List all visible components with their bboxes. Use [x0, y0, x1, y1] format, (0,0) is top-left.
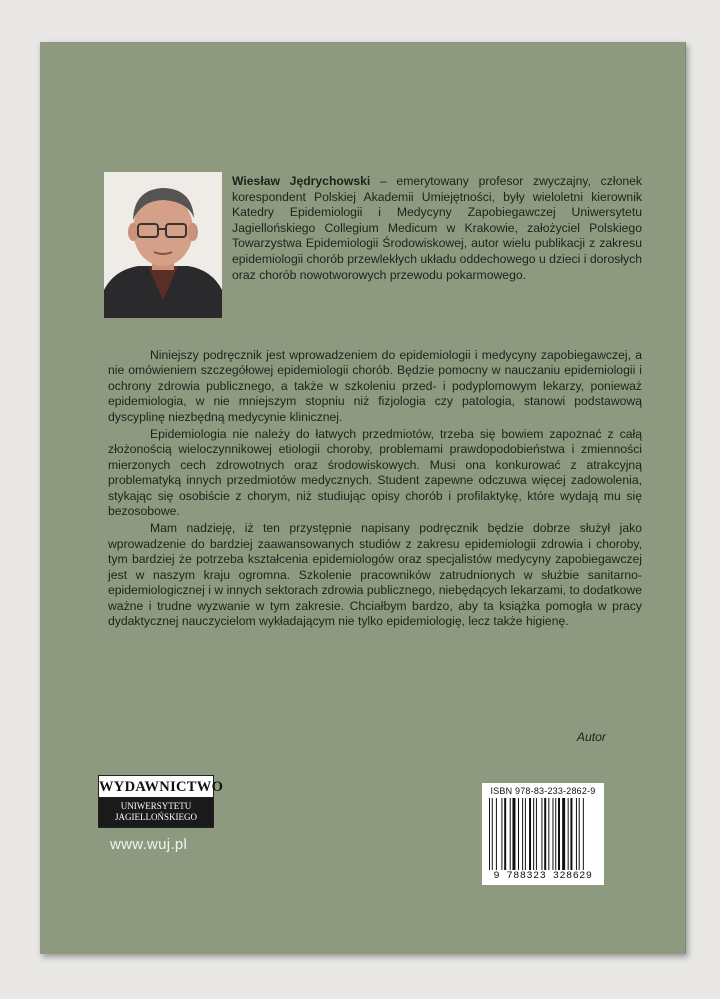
author-bio [232, 174, 642, 283]
publisher-logo-line-2: UNIWERSYTETU [120, 801, 192, 811]
barcode-bar [555, 798, 556, 870]
publisher-logo [98, 775, 224, 828]
isbn-label: ISBN 978-83-233-2862-9 [490, 786, 596, 796]
author-name: Wiesław Jędrychowski [232, 174, 371, 188]
barcode-bar [541, 798, 542, 870]
barcode-bar [544, 798, 546, 870]
barcode-bar [492, 798, 493, 870]
publisher-website: www.wuj.pl [110, 836, 188, 853]
publisher-logo-subtitle [98, 798, 214, 828]
barcode-bar [576, 798, 577, 870]
blurb-text [108, 348, 642, 631]
barcode-bar [501, 798, 502, 870]
author-bio-text: – emerytowany profesor zwyczajny, członek korespondent Polskiej Akademii Umiejętności, były wieloletni kierownik Katedry Epidemiologii i Medycyny Zapobiegawczej Uniwersytetu Jagiellońskiego Collegium Medicum w Krakowie, założyciel Polskiego Towarzystwa Epidemiologii Środowiskowej, autor wielu publikacji z zakresu epidemiologii chorób przewlekłych układu oddechowego u dzieci i dorosłych oraz chorób nowotworowych przewodu pokarmowego. [232, 174, 642, 282]
book-back-cover [40, 42, 686, 954]
barcode-bar [583, 798, 584, 870]
barcode-bars [488, 798, 598, 870]
blurb-paragraph-3: Mam nadzieję, iż ten przystępnie napisany podręcznik będzie dobrze służył jako wprowadzenie do bardziej zaawansowanych studiów z zakresu epidemiologii zdrowia i choroby, tym bardziej że potrzeba kształcenia epidemiologów oraz specjalistów medycyny zapobiegawczej jest w naszym kraju ogromna. Szkolenie pracowników zatrudnionych w służbie sanitarno-epidemiologicznej i w innych sektorach zdrowia publicznego, niebędących lekarzami, to dodatkowe ważne i trudne wyzwanie w tym zakresie. Chciałbym bardzo, aby ta książka pomogła w pracy dydaktycznej nauczycielom wykładającym nie tylko epidemiologię, lecz także higienę. [108, 521, 642, 628]
barcode-bar [562, 798, 565, 870]
barcode-bar [518, 798, 519, 870]
barcode-bar [489, 798, 490, 870]
signature: Autor [576, 730, 606, 744]
barcode-bar [496, 798, 497, 870]
barcode-bar [512, 798, 515, 870]
barcode-bar [504, 798, 506, 870]
publisher-logo-line-3: JAGIELLOŃSKIEGO [115, 812, 197, 822]
blurb-paragraph-2: Epidemiologia nie należy do łatwych przedmiotów, trzeba się bowiem zapoznać z całą złożonością wieloczynnikowej etiologii choroby, problemami prawdopodobieństwa i zmienności mierzonych cech zdrowotnych oraz środowiskowych. Musi ona konkurować z atrakcyjną problematyką innych przedmiotów medycznych. Student zapewne odczuwa więcej zadowolenia, stykając się osobiście z chorym, niż studiując opisy chorób i profilaktykę, które wydają mu się bezosobowe. [108, 427, 642, 519]
publisher-logo-title: WYDAWNICTWO [98, 775, 214, 798]
barcode-bar [510, 798, 511, 870]
barcode-bar [579, 798, 580, 870]
barcode-digits: 9 788323 328629 [493, 871, 593, 882]
barcode-bar [525, 798, 526, 870]
barcode-bar [533, 798, 534, 870]
barcode-bar [552, 798, 553, 870]
blurb-paragraph-1: Niniejszy podręcznik jest wprowadzeniem do epidemiologii i medycyny zapobiegawczej, a nie omówieniem szczegółowej epidemiologii chorób. Będzie pomocny w nauczaniu epidemiologii i ochrony zdrowia publicznego, a także w szkoleniu przed- i podyplomowym lekarzy, ponieważ epidemiologia, w nie mniejszym stopniu niż fizjologia czy patologia, stanowi podstawową dyscyplinę niezbędną medycynie klinicznej. [108, 348, 642, 424]
barcode-bar [548, 798, 549, 870]
barcode-bar [536, 798, 537, 870]
barcode-bar [558, 798, 560, 870]
author-portrait-image [104, 172, 222, 318]
author-photo [104, 172, 222, 318]
barcode-bar [529, 798, 531, 870]
barcode-bar [568, 798, 569, 870]
barcode-bar [570, 798, 572, 870]
barcode-bar [522, 798, 523, 870]
isbn-barcode [482, 783, 604, 885]
